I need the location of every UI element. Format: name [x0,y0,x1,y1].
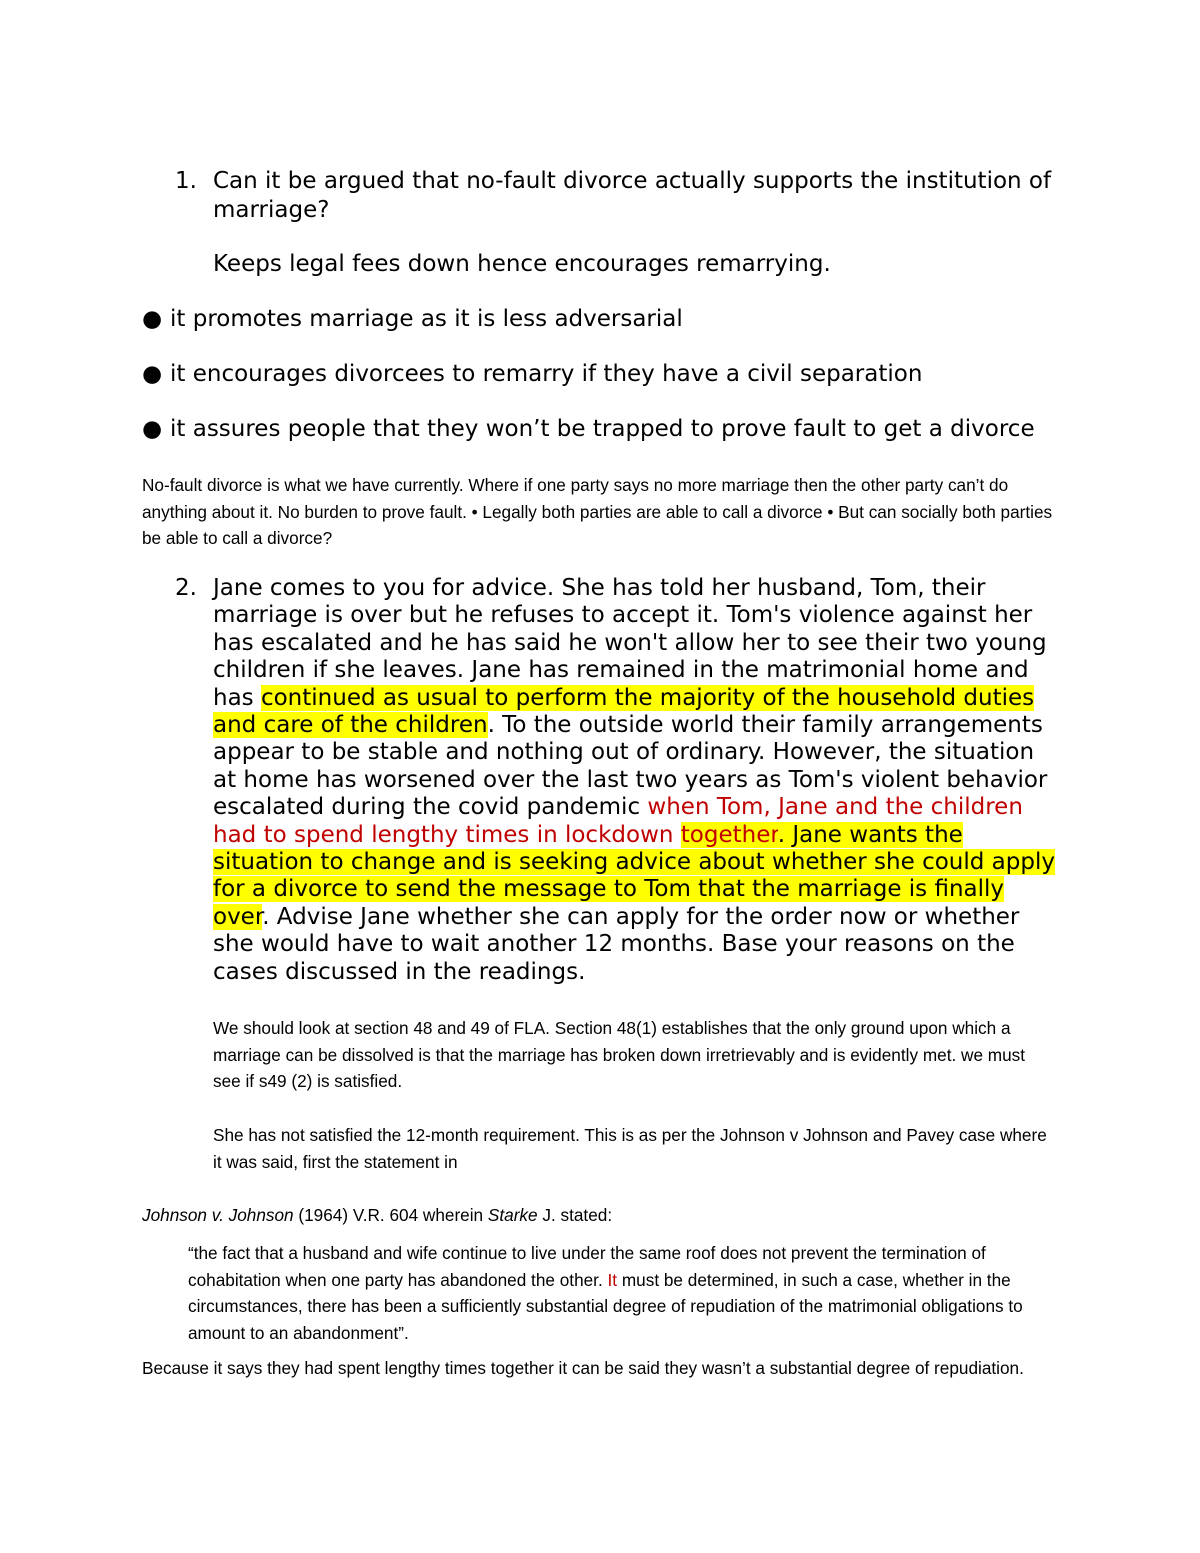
red-text: when Tom, Jane and the children had to spend lengthy times in lockdown [213,794,1023,848]
red-text: It [607,1269,618,1290]
bullet-item [142,305,1142,334]
answer-paragraph-2: She has not satisfied the 12-month requirement. This is as per the Johnson v Johnson and Pavey case where it was said, first the statement in [213,1125,1047,1172]
question-2 [175,575,1055,986]
bullet-icon: ● [142,416,163,442]
red-highlight: together [680,821,778,848]
question-2-text: Jane comes to you for advice. She has told her husband, Tom, their marriage is over but he refuses to accept it. Tom's violence against her has escalated and he has said he won't allow her to see their two young children if she leaves. Jane has remained in the matrimonial home and has continued as usual to perform the majority of the household duties and care of the children. To the outside world their family arrangements appear to be stable and nothing out of ordinary. However, the situation at home has worsened over the last two years as Tom's violent behavior escalated during the covid pandemic when Tom, Jane and the children had to spend lengthy times in lockdown together. Jane wants the situation to change and is seeking advice about whether she could apply for a divorce to send the message to Tom that the marriage is finally over. Advise Jane whether she can apply for the order now or whether she would have to wait another 12 months. Base your reasons on the cases discussed in the readings. [213,575,1055,985]
conclusion-paragraph: Because it says they had spent lengthy times together it can be said they wasn’t a substantial degree of repudiation. [142,1358,1024,1378]
answer-paragraph-1: We should look at section 48 and 49 of FLA. Section 48(1) establishes that the only ground upon which a marriage can be dissolved is that the marriage has broken down irretrievably and is evidently met. we must see if s49 (2) is satisfied. [213,1018,1026,1091]
bullet-icon: ● [142,306,163,332]
case-quote: “the fact that a husband and wife continue to live under the same roof does not prevent the termination of cohabitation when one party has abandoned the other. It must be determined, in such a case, whether in the circumstances, there has been a sufficiently substantial degree of repudiation of the matrimonial obligations to amount to an abandonment”. [188,1243,1023,1343]
bullet-item [142,360,1142,389]
highlight: continued as usual to perform the majority of the household duties and care of the children [213,684,1035,739]
question-1 [175,167,1075,225]
judge-name: Starke [487,1205,538,1225]
bullet-text: it promotes marriage as it is less adversarial [170,306,683,332]
bullet-item [142,415,1142,444]
case-name: Johnson v. Johnson [142,1205,294,1225]
case-citation: Johnson v. Johnson (1964) V.R. 604 wherein Starke J. stated: [142,1205,613,1225]
highlight: . Jane wants the situation to change and is seeking advice about whether she could apply for a divorce to send the message to Tom that the marriage is finally over [213,821,1055,930]
question-1-text: Can it be argued that no-fault divorce actually supports the institution of marriage? [213,168,1052,223]
bullet-text: it encourages divorcees to remarry if they have a civil separation [170,361,923,387]
bullet-text: it assures people that they won’t be trapped to prove fault to get a divorce [170,416,1035,442]
bullet-icon: ● [142,361,163,387]
question-2-number: 2. [175,575,197,601]
no-fault-note: No-fault divorce is what we have currently. Where if one party says no more marriage then the other party can’t do anything about it. No burden to prove fault. • Legally both parties are able to call a divorce • But can socially both parties be able to call a divorce? [142,475,1053,548]
question-1-number: 1. [175,168,197,194]
question-1-answer: Keeps legal fees down hence encourages remarrying. [213,251,831,277]
